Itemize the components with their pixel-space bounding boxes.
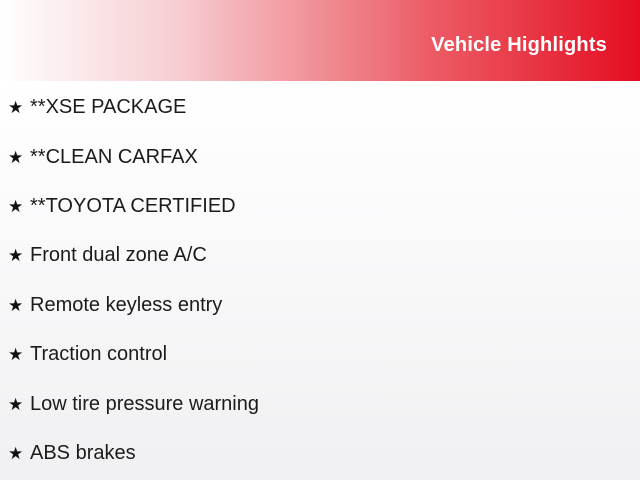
star-icon: ★: [8, 98, 24, 118]
page-title: Vehicle Highlights: [431, 33, 607, 56]
star-icon: ★: [8, 295, 24, 315]
list-item: [8, 281, 640, 330]
list-item: [8, 429, 640, 478]
star-icon: ★: [8, 345, 24, 365]
list-item: [8, 379, 640, 428]
list-item: [8, 330, 640, 379]
star-icon: ★: [8, 147, 24, 167]
list-item-label: ABS brakes: [30, 441, 136, 464]
list-item-label: Traction control: [30, 343, 168, 366]
list-item: [8, 182, 640, 231]
star-icon: ★: [8, 443, 24, 463]
content-area: [0, 81, 640, 480]
list-item-label: **XSE PACKAGE: [30, 96, 187, 119]
list-item-label: Front dual zone A/C: [30, 244, 207, 267]
list-item: [8, 83, 640, 132]
list-item: [8, 231, 640, 280]
star-icon: ★: [8, 246, 24, 266]
list-item-label: **CLEAN CARFAX: [30, 145, 198, 168]
list-item-label: Remote keyless entry: [30, 293, 223, 316]
list-item-label: Low tire pressure warning: [30, 392, 259, 415]
list-item: [8, 132, 640, 181]
list-item-label: **TOYOTA CERTIFIED: [30, 194, 236, 217]
highlights-list: [0, 81, 640, 478]
star-icon: ★: [8, 394, 24, 414]
header-banner: [0, 0, 640, 81]
star-icon: ★: [8, 196, 24, 216]
